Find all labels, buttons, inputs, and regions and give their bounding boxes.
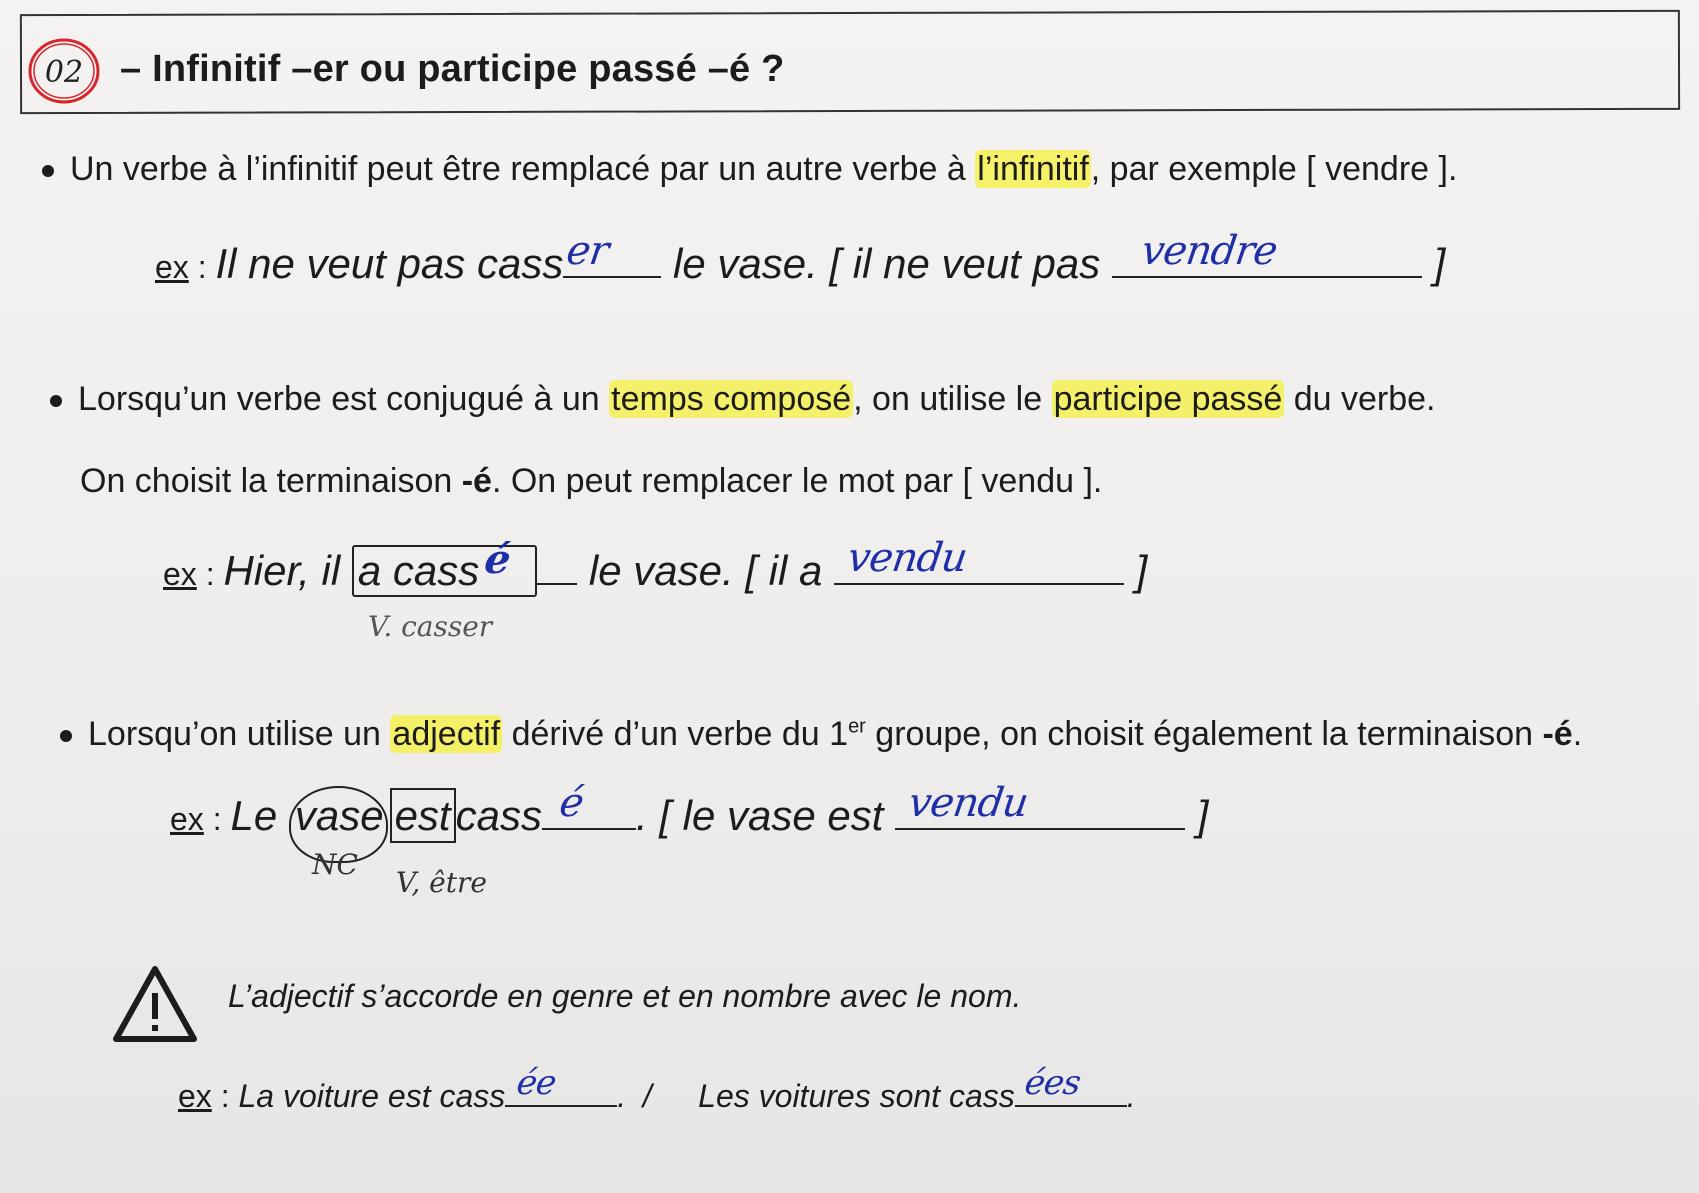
section2-line2-a: On choisit la terminaison	[80, 462, 462, 500]
example-label: ex	[170, 801, 204, 837]
circled-noun: vase	[289, 786, 388, 863]
answer-blank-1[interactable]	[505, 1063, 617, 1107]
superscript: er	[848, 715, 866, 738]
example-label: ex	[155, 249, 189, 285]
section1-example	[155, 228, 1446, 288]
blank-extension	[537, 549, 577, 585]
badge-circle-icon	[26, 36, 102, 106]
example-text: Hier, il	[223, 547, 352, 594]
example-colon: :	[188, 249, 216, 285]
example-colon: :	[196, 556, 224, 592]
warning-triangle-icon	[112, 965, 198, 1043]
handwritten-answer-2: vendu	[844, 535, 970, 581]
bullet-icon	[42, 165, 54, 177]
handwritten-answer-2: vendu	[905, 780, 1031, 826]
example-colon: :	[211, 1078, 239, 1114]
boxed-verb-text: a cass	[357, 547, 480, 594]
section3-text-c: groupe, on choisit également la terminaison	[865, 715, 1543, 753]
example-label: ex	[178, 1078, 212, 1114]
section3-highlight: adjectif	[392, 715, 501, 753]
section1-rule	[42, 150, 1457, 189]
example-end: ]	[1185, 792, 1209, 839]
example-text-mid: le vase. [ il a	[577, 547, 834, 594]
handwritten-answer-1: ée	[514, 1063, 559, 1103]
section3-end: .	[1572, 715, 1583, 753]
note-nc: NC	[312, 848, 358, 881]
section2-line2-b: . On peut remplacer le mot par [ vendu ].	[491, 462, 1103, 500]
section2-rule	[50, 380, 1436, 419]
boxed-verb-etre: est	[390, 788, 456, 843]
section2-text-c: du verbe.	[1284, 380, 1436, 418]
section2-highlight-2: participe passé	[1053, 380, 1283, 418]
answer-blank-2[interactable]	[834, 535, 1124, 585]
example-text-2: Les voitures sont cass	[698, 1078, 1015, 1114]
warning-text: L’adjectif s’accorde en genre et en nombre avec le nom.	[228, 978, 1022, 1014]
section3-text-b: dérivé d’un verbe du 1	[502, 715, 849, 753]
handwritten-answer-2: vendre	[1138, 228, 1280, 274]
boxed-verb	[352, 536, 537, 597]
section2-line2	[80, 462, 1102, 501]
example-text: cass	[455, 792, 542, 839]
bullet-icon	[60, 730, 72, 742]
section3-example	[170, 780, 1209, 840]
example-word-le: Le	[230, 792, 289, 839]
example-end-1: .	[617, 1078, 627, 1114]
example-end-2: .	[1126, 1078, 1136, 1114]
separator: /	[642, 1078, 652, 1114]
section2-line2-bold: -é	[461, 462, 492, 500]
example-end: ]	[1124, 547, 1148, 594]
answer-blank-2[interactable]	[895, 780, 1185, 830]
answer-blank-2[interactable]	[1112, 228, 1422, 278]
badge-label: 02	[44, 55, 84, 90]
handwritten-answer: er	[564, 228, 612, 274]
example-text-mid: . [ le vase est	[635, 792, 896, 839]
section1-text-b: , par exemple [ vendre ].	[1090, 150, 1458, 188]
section1-text-a: Un verbe à l’infinitif peut être remplacé par un autre verbe à	[70, 150, 976, 188]
note-verb-etre: V, être	[396, 866, 487, 899]
page-title: – Infinitif –er ou participe passé –é ?	[120, 48, 785, 90]
section2-example	[163, 535, 1148, 597]
example-text-1: La voiture est cass	[238, 1078, 506, 1114]
answer-blank[interactable]	[563, 228, 661, 278]
answer-blank[interactable]	[542, 780, 636, 830]
answer-blank-2[interactable]	[1015, 1063, 1127, 1107]
handwritten-answer: é	[556, 780, 586, 826]
handwritten-answer: é	[481, 536, 513, 583]
handwritten-answer-2: ées	[1021, 1063, 1083, 1103]
warning-example	[178, 1063, 1136, 1115]
section3-text-a: Lorsqu’on utilise un	[88, 715, 391, 753]
example-colon: :	[203, 801, 231, 837]
example-text: Il ne veut pas cass	[215, 240, 564, 287]
section3-rule	[60, 715, 1582, 754]
section1-highlight: l’infinitif	[977, 150, 1089, 188]
section2-text-a: Lorsqu’un verbe est conjugué à un	[78, 380, 610, 418]
bullet-icon	[50, 395, 62, 407]
answer-blank[interactable]	[479, 536, 531, 585]
section2-text-b: , on utilise le	[853, 380, 1052, 418]
example-text-mid: le vase. [ il ne veut pas	[661, 240, 1112, 287]
example-end: ]	[1421, 240, 1446, 287]
section3-bold: -é	[1542, 715, 1573, 753]
section2-highlight-1: temps composé	[611, 380, 852, 418]
example-label: ex	[163, 556, 197, 592]
pencil-note-verb: V. casser	[368, 610, 493, 643]
